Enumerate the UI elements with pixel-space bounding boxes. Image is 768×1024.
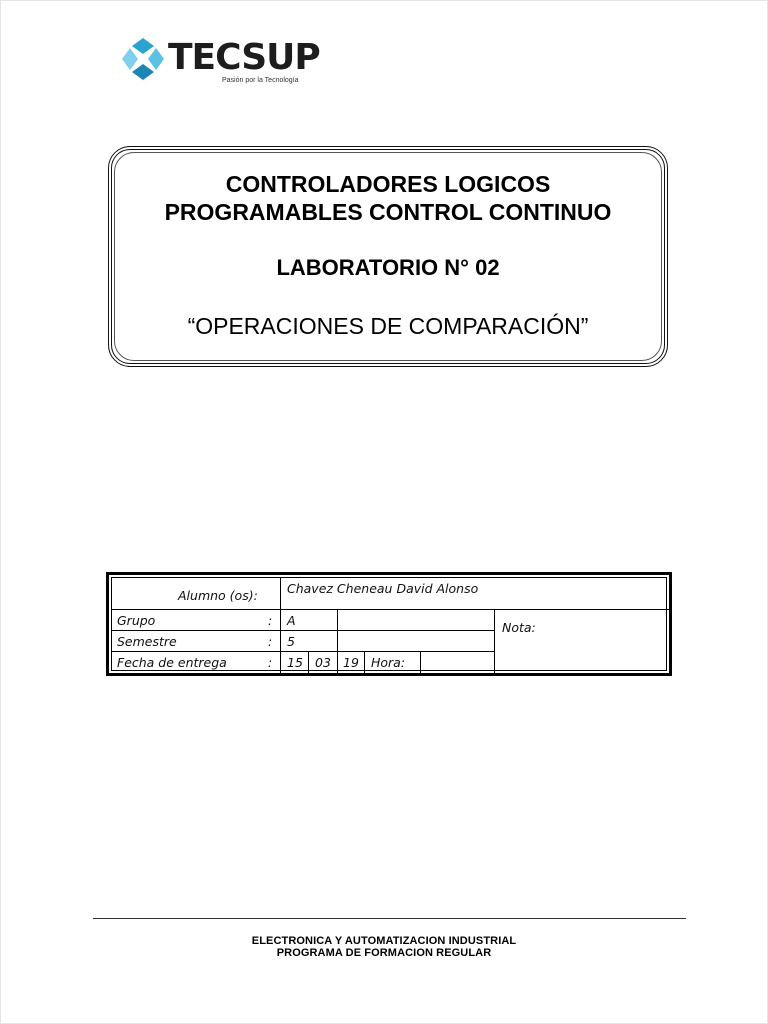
grupo-colon: : [268, 613, 273, 628]
fecha-label: Fecha de entrega [117, 655, 227, 670]
column-divider [308, 651, 309, 674]
column-divider [420, 651, 421, 674]
fecha-year: 19 [343, 655, 359, 670]
course-title-line2: PROGRAMABLES CONTROL CONTINUO [164, 199, 612, 225]
logo-tagline: Pasión por la Tecnología [222, 77, 299, 84]
course-title-line1: CONTROLADORES LOGICOS [225, 171, 551, 197]
fecha-month: 03 [315, 655, 331, 670]
student-info-table [106, 572, 672, 676]
alumno-value: Chavez Cheneau David Alonso [287, 581, 479, 596]
student-info-inner [111, 577, 667, 671]
column-divider [280, 578, 281, 674]
fecha-colon: : [268, 655, 273, 670]
logo-wordmark: TECSUP [168, 37, 320, 78]
column-divider [364, 651, 365, 674]
semestre-colon: : [268, 634, 273, 649]
fecha-day: 15 [287, 655, 303, 670]
tecsup-logo [120, 36, 320, 90]
grupo-label: Grupo [117, 613, 156, 628]
nota-label: Nota: [502, 620, 536, 635]
footer-line2: PROGRAMA DE FORMACION REGULAR [276, 947, 492, 959]
tecsup-emblem-icon [120, 36, 166, 82]
lab-number: LABORATORIO N° 02 [276, 255, 500, 280]
column-divider [494, 609, 495, 674]
semestre-label: Semestre [117, 634, 177, 649]
semestre-value: 5 [287, 634, 295, 649]
row-divider [112, 609, 670, 610]
lab-topic: “OPERACIONES DE COMPARACIÓN” [187, 313, 589, 339]
row-divider [112, 630, 494, 631]
footer-line1: ELECTRONICA Y AUTOMATIZACION INDUSTRIAL [251, 935, 517, 947]
title-box [108, 146, 668, 367]
row-divider [112, 651, 494, 652]
hora-label: Hora: [371, 655, 406, 670]
footer-rule [93, 918, 686, 919]
grupo-value: A [287, 613, 296, 628]
alumno-label: Alumno (os): [178, 588, 258, 603]
column-divider [337, 609, 338, 674]
